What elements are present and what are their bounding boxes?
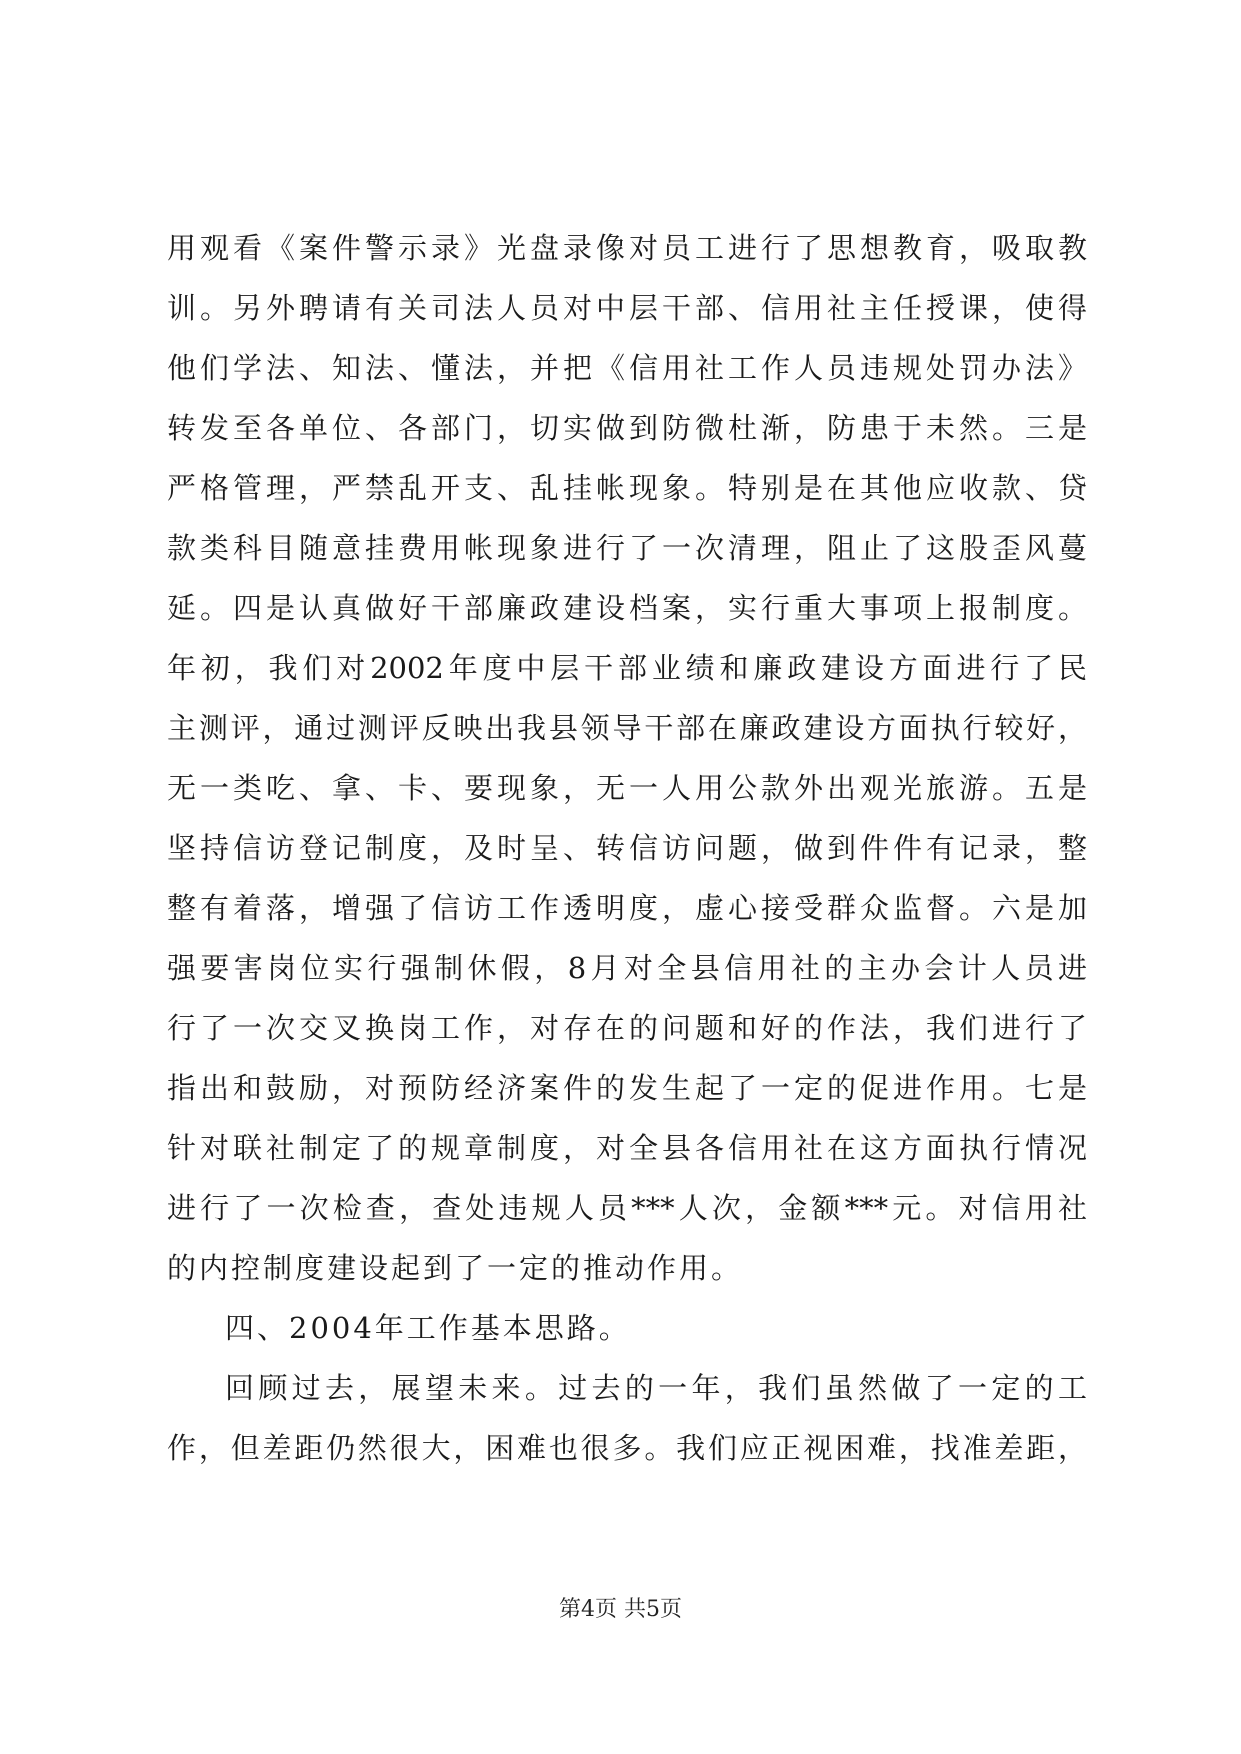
text-line: 用观看《案件警示录》光盘录像对员工进行了思想教育，吸取教 [167,231,1087,265]
text-line: 转发至各单位、各部门，切实做到防微杜渐，防患于未然。三是 [167,411,1087,445]
section-heading: 四、2004年工作基本思路。 [225,1311,631,1345]
text-line: 行了一次交叉换岗工作，对存在的问题和好的作法，我们进行了 [167,1011,1087,1045]
text-line: 整有着落，增强了信访工作透明度，虚心接受群众监督。六是加 [167,891,1087,925]
text-line: 针对联社制定了的规章制度，对全县各信用社在这方面执行情况 [167,1131,1087,1165]
text-line: 训。另外聘请有关司法人员对中层干部、信用社主任授课，使得 [167,291,1087,325]
text-line: 他们学法、知法、懂法，并把《信用社工作人员违规处罚办法》 [167,351,1087,385]
text-line: 作，但差距仍然很大，困难也很多。我们应正视困难，找准差距， [167,1431,1087,1465]
text-line: 坚持信访登记制度，及时呈、转信访问题，做到件件有记录，整 [167,831,1087,865]
text-line: 指出和鼓励，对预防经济案件的发生起了一定的促进作用。七是 [167,1071,1087,1105]
paragraph-first-line: 回顾过去，展望未来。过去的一年，我们虽然做了一定的工 [225,1371,1087,1405]
text-line: 款类科目随意挂费用帐现象进行了一次清理，阻止了这股歪风蔓 [167,531,1087,565]
text-line: 强要害岗位实行强制休假，8月对全县信用社的主办会计人员进 [167,951,1087,985]
text-line: 严格管理，严禁乱开支、乱挂帐现象。特别是在其他应收款、贷 [167,471,1087,505]
text-line: 延。四是认真做好干部廉政建设档案，实行重大事项上报制度。 [167,591,1087,625]
page-footer: 第4页 共5页 [559,1597,682,1622]
text-line: 主测评，通过测评反映出我县领导干部在廉政建设方面执行较好， [167,711,1087,745]
paragraph-last-line: 的内控制度建设起到了一定的推动作用。 [167,1251,744,1285]
text-line: 年初，我们对2002年度中层干部业绩和廉政建设方面进行了民 [167,651,1087,685]
text-line: 进行了一次检查，查处违规人员***人次，金额***元。对信用社 [167,1191,1087,1225]
document-body [167,218,1087,1478]
text-line: 无一类吃、拿、卡、要现象，无一人用公款外出观光旅游。五是 [167,771,1087,805]
